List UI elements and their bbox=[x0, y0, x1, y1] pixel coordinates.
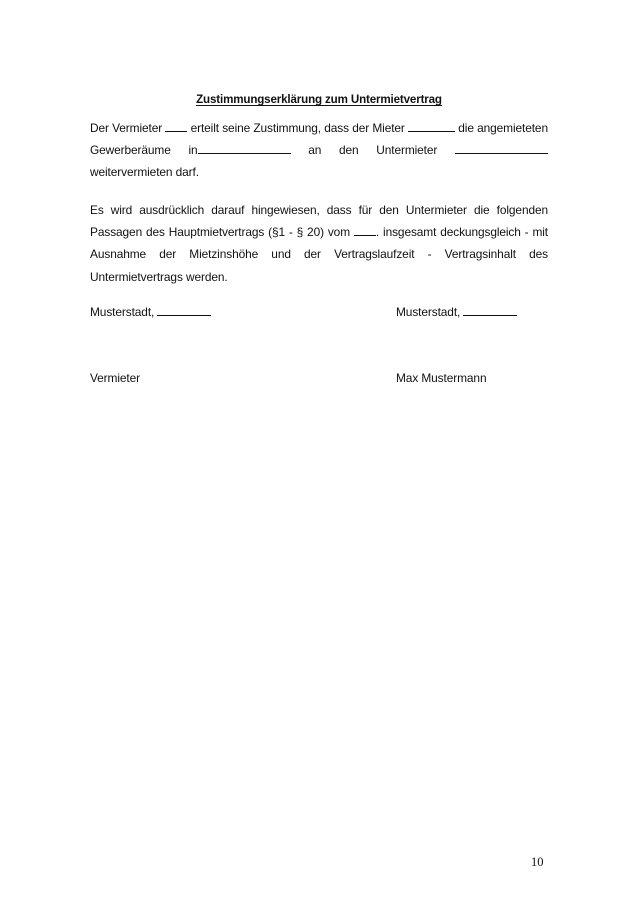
page-number: 10 bbox=[531, 855, 544, 869]
landlord-name-blank bbox=[165, 120, 187, 132]
subtenant-name-blank bbox=[455, 142, 548, 154]
notice-text-part2: . insgesamt deckungsgleich - mit Ausnahme der Mietzinshöhe und der Vertragslaufzeit - Vertragsinhalt des Untermietvertrags werden. bbox=[90, 225, 548, 284]
consent-text-part2: erteilt seine Zustimmung, dass der Mieter bbox=[190, 121, 405, 135]
consent-text-part3: die angemieteten Gewerberäume in bbox=[90, 121, 548, 158]
left-date-blank bbox=[157, 304, 211, 316]
consent-text-part1: Der Vermieter bbox=[90, 121, 163, 135]
right-place-date bbox=[396, 304, 517, 320]
consent-paragraph bbox=[90, 117, 548, 184]
left-place-label: Musterstadt, bbox=[90, 305, 155, 319]
notice-paragraph bbox=[90, 199, 548, 288]
right-place-label: Musterstadt, bbox=[396, 305, 461, 319]
notice-text-part1: Es wird ausdrücklich darauf hingewiesen, dass für den Untermieter die folgenden Passagen des Hauptmietvertrags (§1 - § 20) vom bbox=[90, 203, 548, 240]
location-blank bbox=[198, 142, 291, 154]
tenant-signature-label: Max Mustermann bbox=[396, 371, 487, 385]
document-title: Zustimmungserklärung zum Untermietvertrag bbox=[196, 93, 442, 106]
left-place-date bbox=[90, 304, 211, 320]
contract-date-blank bbox=[354, 224, 376, 236]
right-date-blank bbox=[463, 304, 517, 316]
landlord-signature-label: Vermieter bbox=[90, 371, 140, 385]
consent-text-part4: an den Untermieter bbox=[308, 143, 438, 158]
consent-text-part5: weitervermieten darf. bbox=[90, 165, 199, 180]
tenant-name-blank bbox=[408, 120, 455, 132]
